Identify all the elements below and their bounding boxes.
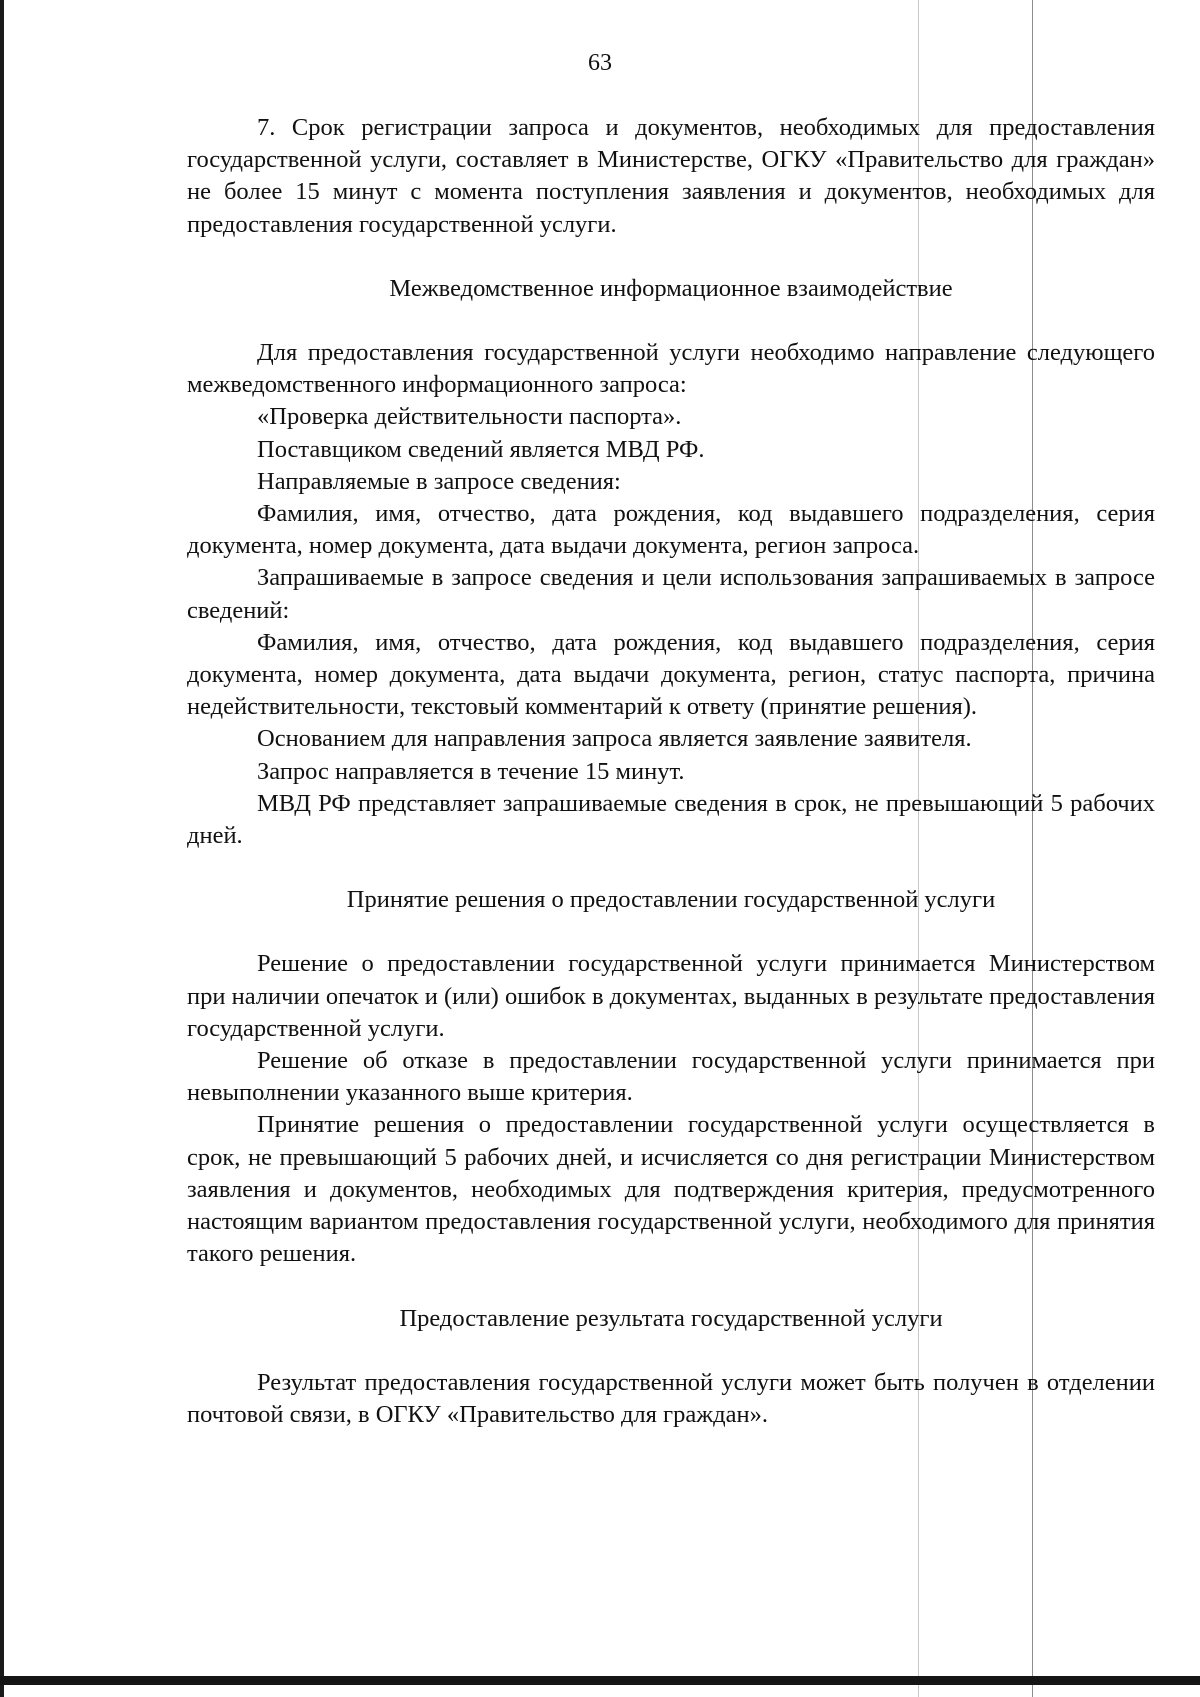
paragraph: Фамилия, имя, отчество, дата рождения, код выдавшего подразделения, серия документа, номер документа, дата выдачи документа, регион, статус паспорта, причина недействительности, текстовый комментарий к ответу (принятие решения). — [187, 628, 1155, 721]
section-heading-result: Предоставление результата государственной услуги — [399, 1304, 943, 1332]
section-heading-decision: Принятие решения о предоставлении государственной услуги — [346, 886, 996, 914]
paragraph: Фамилия, имя, отчество, дата рождения, код выдавшего подразделения, серия документа, номер документа, дата выдачи документа, регион запроса. — [187, 500, 1155, 560]
paragraph: Решение о предоставлении государственной услуги принимается Министерством при наличии опечаток и (или) ошибок в документах, выданных в результате предоставления государственной услуги. — [187, 950, 1155, 1042]
document-body — [187, 112, 1155, 1431]
paragraph: Направляемые в запросе сведения: — [257, 467, 621, 495]
scan-border-left — [0, 0, 4, 1697]
paragraph: Решение об отказе в предоставлении государственной услуги принимается при невыполнении указанного выше критерия. — [187, 1047, 1155, 1107]
page-number: 63 — [588, 50, 612, 76]
paragraph-registration-term: 7. Срок регистрации запроса и документов, необходимых для предоставления государственной услуги, составляет в Министерстве, ОГКУ «Правительство для граждан» не более 15 минут с момента поступления заявления и документов, необходимых для предоставления государственной услуги. — [187, 114, 1155, 238]
paragraph: Принятие решения о предоставлении государственной услуги осуществляется в срок, не превышающий 5 рабочих дней, и исчисляется со дня регистрации Министерством заявления и документов, необходимых для подтверждения критерия, предусмотренного настоящим вариантом предоставления государственной услуги, необходимого для принятия такого решения. — [187, 1111, 1155, 1268]
paragraph: Поставщиком сведений является МВД РФ. — [257, 435, 705, 463]
section-heading-interagency: Межведомственное информационное взаимодействие — [389, 274, 953, 302]
paragraph: Запрашиваемые в запросе сведения и цели использования запрашиваемых в запросе сведений: — [187, 564, 1155, 624]
paragraph: «Проверка действительности паспорта». — [257, 403, 682, 431]
scan-border-bottom — [0, 1676, 1200, 1685]
paragraph: Запрос направляется в течение 15 минут. — [257, 757, 685, 785]
paragraph: Основанием для направления запроса является заявление заявителя. — [257, 725, 972, 753]
paragraph: МВД РФ представляет запрашиваемые сведения в срок, не превышающий 5 рабочих дней. — [187, 789, 1155, 850]
paragraph: Для предоставления государственной услуги необходимо направление следующего межведомственного информационного запроса: — [187, 339, 1155, 399]
paragraph: Результат предоставления государственной услуги может быть получен в отделении почтовой связи, в ОГКУ «Правительство для граждан». — [187, 1368, 1155, 1428]
